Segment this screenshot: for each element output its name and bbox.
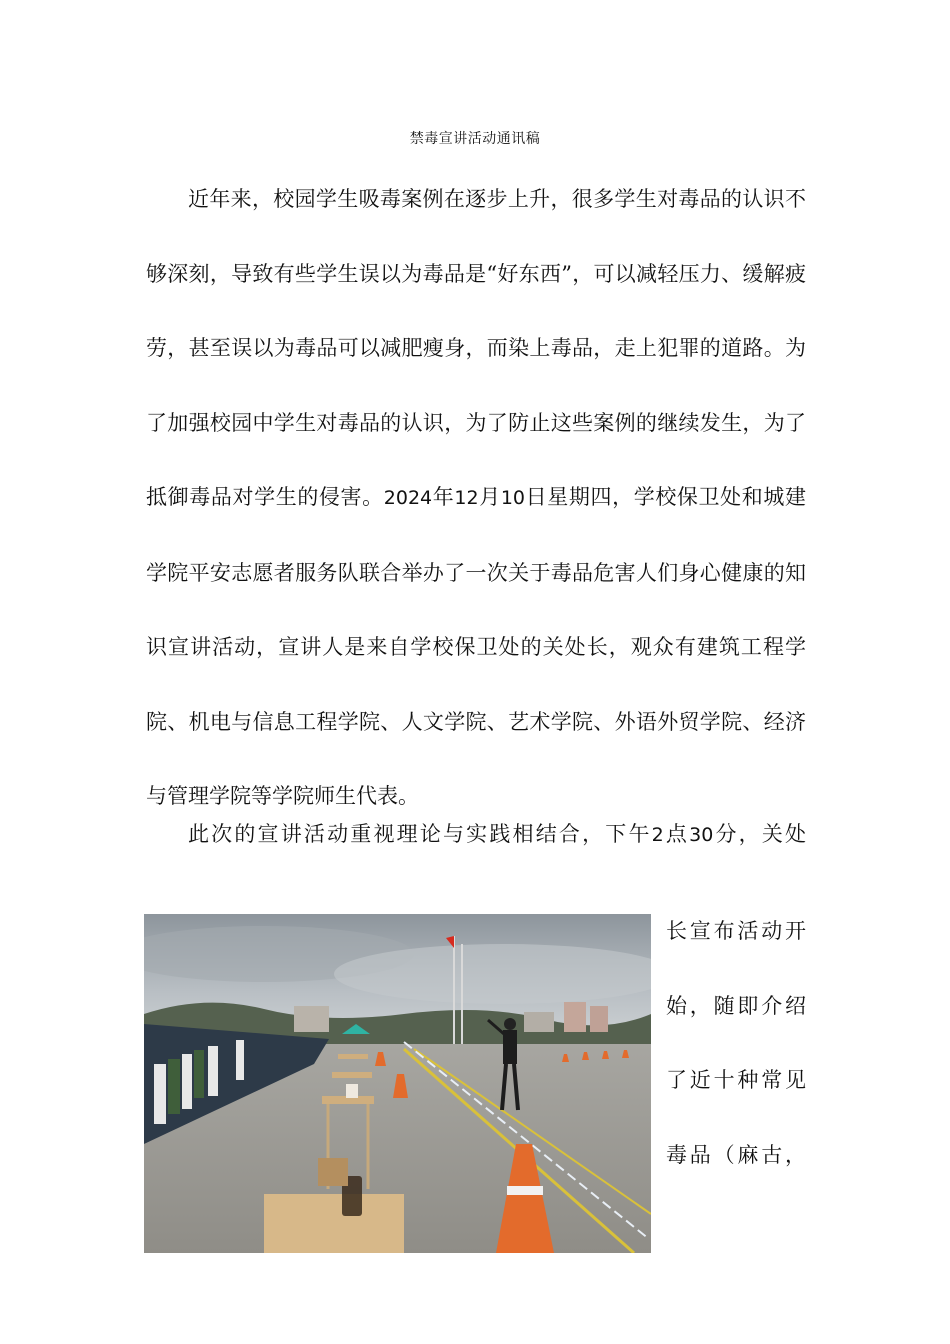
paragraph-2-wrapped-text [666,894,806,1192]
sample-box [318,1158,348,1186]
paragraph-2-text-b: 分，关处 [713,822,807,846]
display-table [338,1054,368,1059]
display-table [264,1194,404,1253]
side-line: 了近十种常见 [666,1068,806,1092]
document-title: 禁毒宣讲活动通讯稿 [409,131,541,147]
paragraph-2-first-line [146,818,806,848]
display-table [332,1072,372,1078]
traffic-cone-stripe [507,1186,543,1195]
date-day: 10 [500,487,525,509]
date-year: 2024 [383,487,433,509]
paragraph-2-text-a: 此次的宣讲活动重视理论与实践相结合，下午 [188,822,652,846]
sample-jar [346,1084,358,1098]
date-year-unit: 年 [432,485,455,509]
time-hour-unit: 点 [663,822,690,846]
side-line: 始，随即介绍 [666,993,806,1018]
date-month: 12 [454,487,479,509]
paragraph-1-text-b: 日星期四，学校保卫处和城建学院平安志愿者服务队联合举办了一次关于毒品危害人们身心健康的知识宣讲活动，宣讲人是来自学校保卫处的关处长，观众有建筑工程学院、机电与信息工程学院、人文学院、艺术学院、外语外贸学院、经济与管理学院等学院师生代表。 [146,485,807,808]
building [294,1006,329,1032]
paragraph-1 [146,162,806,834]
side-line: 毒品（麻古， [666,1142,806,1167]
side-line: 长宣布活动开 [666,919,806,943]
speaker-head [504,1018,516,1030]
building [590,1006,608,1032]
building [524,1012,554,1032]
event-photo-illustration [144,914,651,1253]
date-month-unit: 月 [478,485,501,509]
paragraph-1-text-a: 近年来，校园学生吸毒案例在逐步上升，很多学生对毒品的认识不够深刻，导致有些学生误以为毒品是“好东西”，可以减轻压力、缓解疲劳，甚至误以为毒品可以减肥瘦身，而染上毒品，走上犯罪的道路。为了加强校园中学生对毒品的认识，为了防止这些案例的继续发生，为了抵御毒品对学生的侵害。 [146,187,806,509]
time-minute: 30 [689,824,714,846]
time-hour: 2 [651,824,664,846]
building [564,1002,586,1032]
event-photo [144,914,651,1253]
speaker-body [503,1030,517,1064]
